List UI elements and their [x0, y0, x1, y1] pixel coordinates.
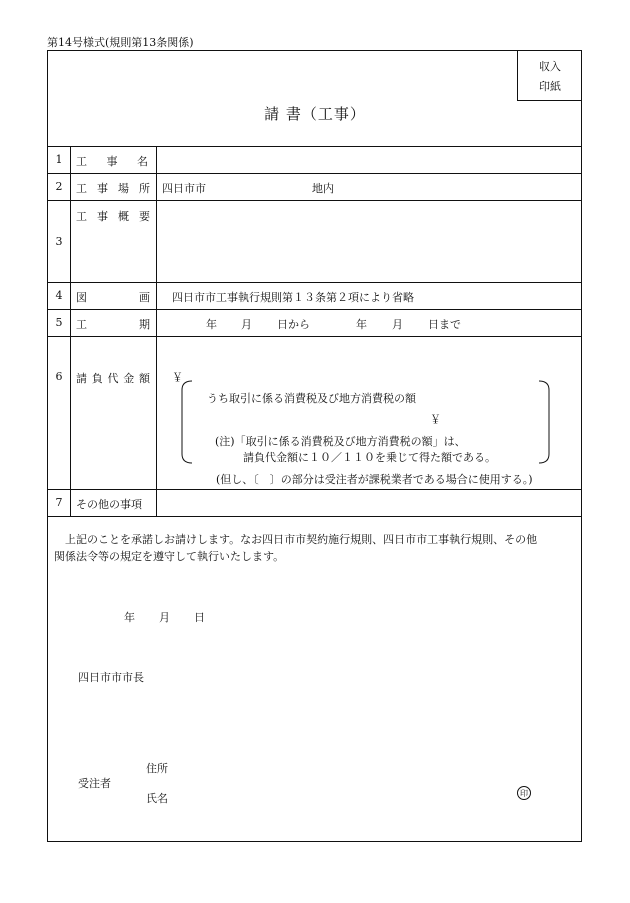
form-number-label: 第14号様式(規則第13条関係) — [47, 36, 194, 49]
period-day-from: 日から — [277, 318, 310, 331]
construction-site-suffix: 地内 — [312, 182, 334, 195]
table-line — [48, 146, 581, 147]
row-number: 1 — [55, 153, 63, 166]
table-line — [48, 282, 581, 283]
table-line — [48, 173, 581, 174]
period-day-to: 日まで — [428, 318, 461, 331]
tax-note-line3: (但し、〔 〕の部分は受注者が課税業者である場合に使用する。) — [216, 473, 533, 486]
row-number: 2 — [55, 180, 63, 193]
declaration-line1: 上記のことを承諾しお請けします。なお四日市市契約施行規則、四日市市工事執行規則、その他 — [65, 533, 538, 546]
table-line — [48, 516, 581, 517]
date-month: 月 — [159, 611, 170, 624]
table-line — [48, 200, 581, 201]
row-number: 4 — [55, 289, 63, 302]
construction-site-city: 四日市市 — [162, 182, 206, 195]
table-line — [156, 146, 157, 516]
label-construction-overview: 工 事 概 要 — [76, 210, 150, 223]
tax-amount-label: うち取引に係る消費税及び地方消費税の額 — [207, 392, 416, 405]
period-month-to: 月 — [392, 318, 403, 331]
row-number: 3 — [55, 235, 63, 248]
stamp-line1: 収入 — [539, 60, 561, 73]
tax-note-line1: (注)「取引に係る消費税及び地方消費税の額」は、 — [215, 435, 466, 448]
left-bracket — [180, 380, 194, 464]
revenue-stamp-box — [517, 51, 581, 101]
tax-amount-yen: ￥ — [430, 413, 441, 426]
label-other-matters: その他の事項 — [76, 498, 142, 511]
tax-note-line2: 請負代金額に１０／１１０を乗じて得た額である。 — [243, 451, 496, 464]
stamp-line2: 印紙 — [539, 80, 561, 93]
seal-mark: 印 — [517, 786, 531, 800]
right-bracket — [537, 380, 551, 464]
label-drawing: 図 画 — [76, 291, 150, 304]
page-title: 請 書（工事） — [264, 105, 366, 123]
row-number: 5 — [55, 316, 63, 329]
contractor-label: 受注者 — [78, 777, 111, 790]
date-day: 日 — [194, 611, 205, 624]
label-construction-name: 工 事 名 — [76, 155, 148, 168]
table-line — [48, 336, 581, 337]
drawing-value: 四日市市工事執行規則第１３条第２項により省略 — [172, 291, 414, 304]
label-contract-amount: 請 負 代 金 額 — [76, 372, 150, 385]
contract-amount-yen: ￥ — [172, 371, 183, 384]
table-line — [48, 309, 581, 310]
contractor-name-label: 氏名 — [146, 792, 168, 805]
period-year-to: 年 — [356, 318, 367, 331]
declaration-line2: 関係法令等の規定を遵守して執行いたします。 — [54, 550, 285, 563]
row-number: 7 — [55, 496, 63, 509]
label-construction-period: 工 期 — [76, 318, 150, 331]
label-construction-site: 工 事 場 所 — [76, 182, 150, 195]
table-line — [48, 489, 581, 490]
row-number: 6 — [55, 370, 63, 383]
period-year-from: 年 — [206, 318, 217, 331]
contractor-address-label: 住所 — [146, 762, 168, 775]
mayor-label: 四日市市市長 — [78, 671, 144, 684]
date-year: 年 — [124, 611, 135, 624]
period-month-from: 月 — [241, 318, 252, 331]
table-line — [70, 146, 71, 516]
